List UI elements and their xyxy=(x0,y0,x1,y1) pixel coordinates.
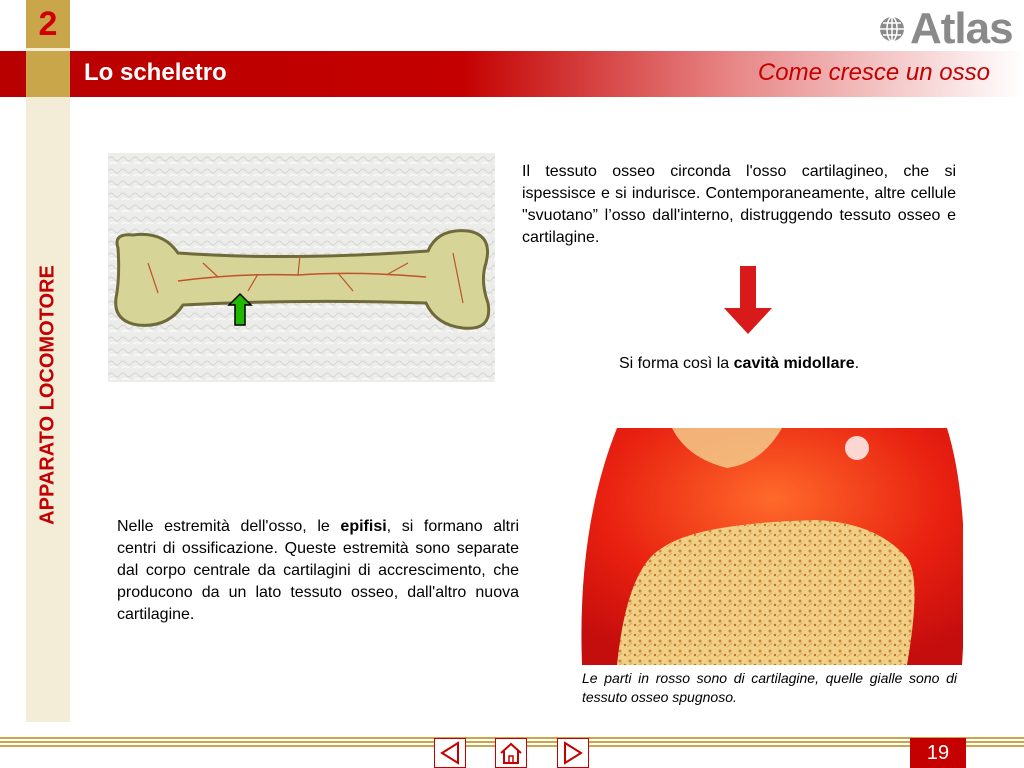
chapter-number: 2 xyxy=(26,0,70,48)
prev-button[interactable] xyxy=(434,738,466,768)
atlas-logo xyxy=(878,6,1013,52)
triangle-right-icon xyxy=(561,741,585,765)
title-bar-olive-block xyxy=(26,51,70,97)
page-title: Lo scheletro xyxy=(84,59,227,86)
home-icon xyxy=(498,741,524,765)
cartilage-micrograph xyxy=(577,428,963,665)
bone-illustration xyxy=(108,153,495,382)
photo-caption: Le parti in rosso sono di cartilagine, quelle gialle sono di tessuto osseo spugnoso. xyxy=(582,670,957,705)
paragraph-top: Il tessuto osseo circonda l'osso cartilagineo, che si ispessisce e si indurisce. Contemporaneamente, altre cellule "svuotano” l’osso dall'interno, distruggendo tessuto osseo e cartilagine. xyxy=(522,163,956,246)
globe-icon xyxy=(878,15,906,43)
section-side-label: APPARATO LOCOMOTORE xyxy=(36,265,59,525)
triangle-left-icon xyxy=(438,741,462,765)
page-number: 19 xyxy=(910,738,966,768)
result-line: Si forma così la cavità midollare. xyxy=(618,355,860,372)
result-term: cavità midollare xyxy=(733,355,855,372)
page-subtitle: Come cresce un osso xyxy=(757,59,990,86)
logo-text: Atlas xyxy=(910,4,1013,53)
paragraph-bottom: Nelle estremità dell'osso, le epifisi, si formano altri centri di ossificazione. Queste estremità sono separate dal corpo centrale da cartilagini di accrescimento, che producono da un lato tessuto osseo, dall'altro nuova cartilagine. xyxy=(117,518,520,623)
next-button[interactable] xyxy=(557,738,589,768)
down-arrow-icon xyxy=(724,266,772,334)
epifisi-term: epifisi xyxy=(340,518,387,535)
home-button[interactable] xyxy=(495,738,527,768)
